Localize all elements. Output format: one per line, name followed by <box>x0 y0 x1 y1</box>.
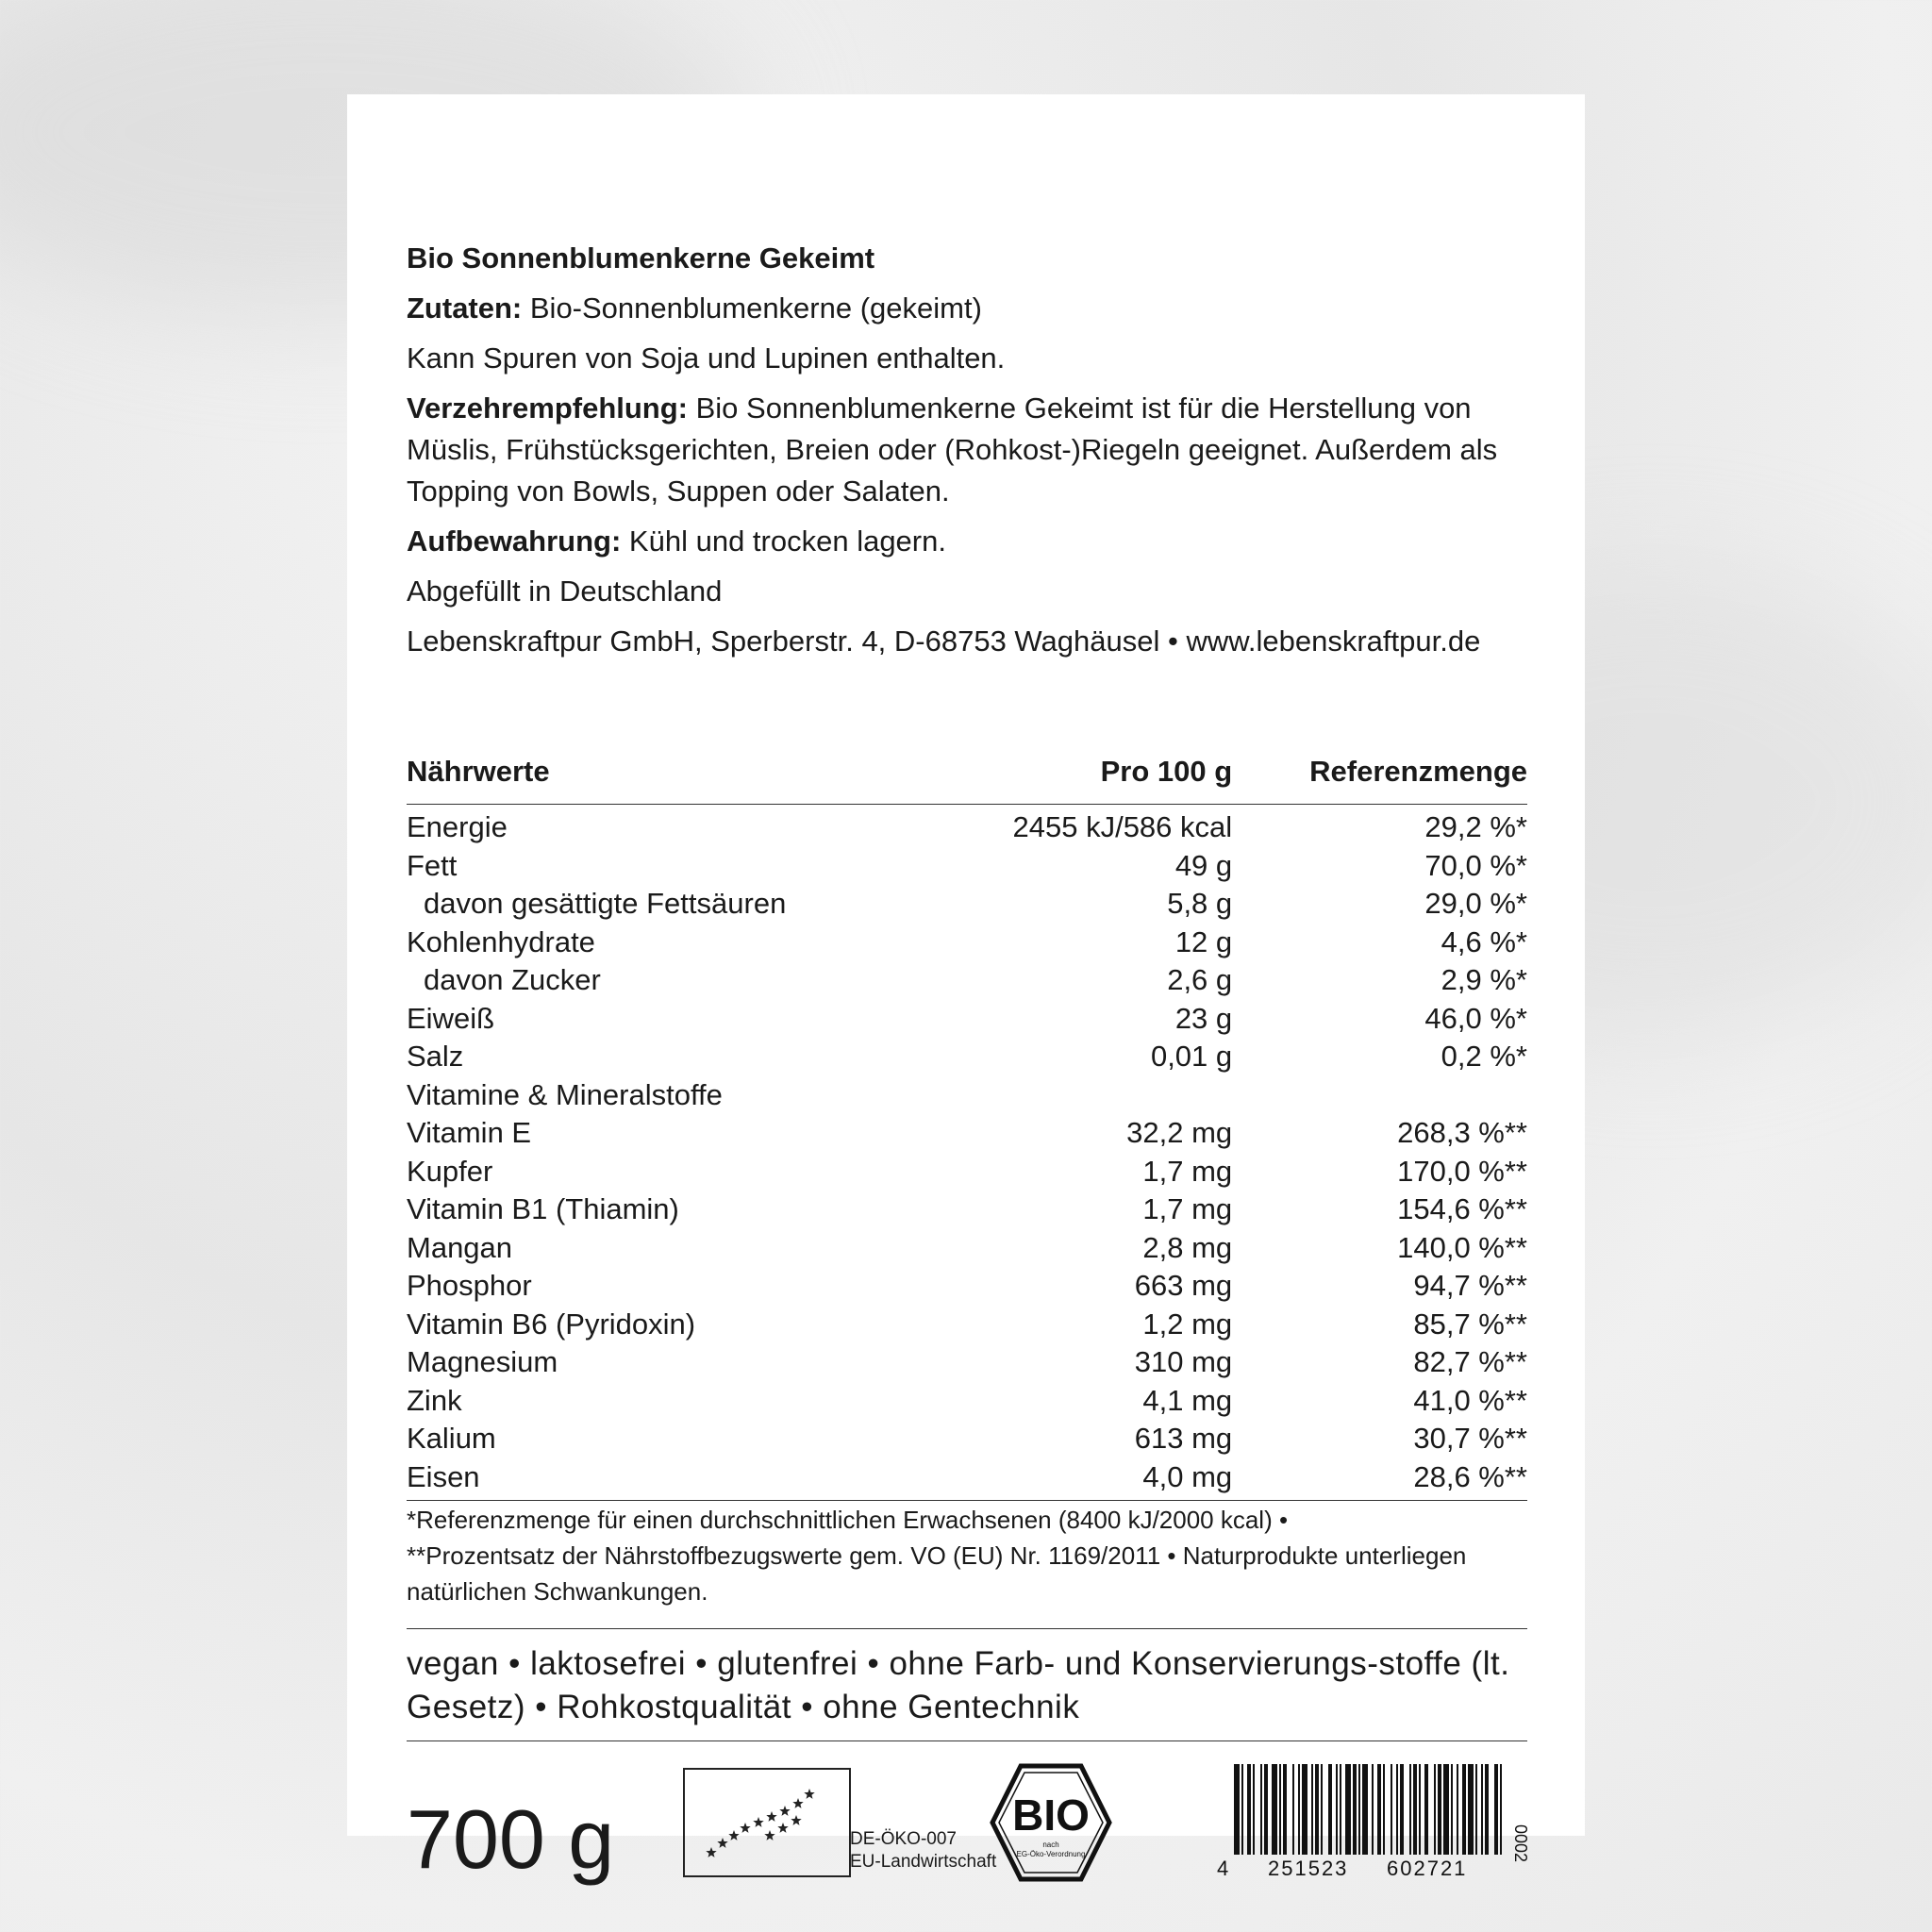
barcode-bar <box>1311 1764 1313 1855</box>
nutrition-value: 4,0 mg <box>921 1458 1232 1501</box>
barcode-bar <box>1396 1764 1398 1855</box>
nutrition-reference: 70,0 %* <box>1424 848 1527 882</box>
barcode-group1: 251523 <box>1268 1857 1349 1880</box>
nutrition-value: 5,8 g <box>1167 887 1233 921</box>
barcode-bar <box>1283 1764 1287 1855</box>
nutrition-value: 1,2 mg <box>1142 1307 1233 1341</box>
barcode-bar <box>1328 1764 1332 1855</box>
nutrition-value: 49 g <box>1174 848 1233 882</box>
bio-seal-small: nach <box>1042 1840 1059 1849</box>
nutrition-reference: 268,3 %** <box>1397 1116 1527 1150</box>
eu-star-icon <box>779 1806 790 1816</box>
nutrition-header-reference: Referenzmenge <box>1232 755 1527 805</box>
barcode-bar <box>1413 1764 1417 1855</box>
nutrition-name: Salz <box>407 1040 464 1074</box>
nutrition-reference: 30,7 %** <box>1413 1422 1527 1456</box>
eu-star-icon <box>753 1817 763 1827</box>
nutrition-row <box>407 961 1527 1000</box>
barcode-bar <box>1234 1764 1240 1855</box>
eu-star-icon <box>717 1838 727 1848</box>
barcode-bar <box>1468 1764 1474 1855</box>
barcode-bar <box>1438 1764 1441 1855</box>
barcode-bar <box>1443 1764 1449 1855</box>
storage-text: Kühl und trocken lagern. <box>621 525 946 558</box>
barcode-bar <box>1298 1764 1300 1855</box>
eu-star-icon <box>792 1798 803 1808</box>
nutrition-reference: 94,7 %** <box>1413 1269 1527 1303</box>
barcode-digit-first: 4 <box>1217 1857 1229 1880</box>
nutrition-footnotes <box>407 1502 1527 1609</box>
barcode-bar <box>1264 1764 1268 1855</box>
barcode-bar <box>1358 1764 1360 1855</box>
nutrition-value: 2,8 mg <box>1142 1230 1233 1264</box>
nutrition-name: Kohlenhydrate <box>407 924 595 958</box>
nutrition-row <box>407 847 1527 886</box>
net-weight: 700 g <box>407 1792 615 1886</box>
nutrition-name: Zink <box>407 1383 462 1417</box>
eu-organic-text <box>850 1828 996 1874</box>
barcode-bar <box>1353 1764 1357 1855</box>
barcode-bar <box>1457 1764 1458 1855</box>
recommendation-line <box>407 388 1527 512</box>
barcode-bar <box>1494 1764 1498 1855</box>
nutrition-header-row <box>407 755 1527 805</box>
nutrition-reference: 29,2 %* <box>1424 810 1527 844</box>
nutrition-name: Eisen <box>407 1458 921 1501</box>
bio-seal-text: BIO <box>1012 1790 1090 1840</box>
barcode-bar <box>1260 1764 1262 1855</box>
nutrition-value: 0,01 g <box>1150 1040 1233 1074</box>
eu-leaf-stars-icon <box>685 1770 849 1875</box>
barcode-bar <box>1302 1764 1307 1855</box>
nutrition-name: Vitamin B1 (Thiamin) <box>407 1192 679 1226</box>
eu-star-icon <box>804 1789 814 1799</box>
nutrition-name: Phosphor <box>407 1269 532 1303</box>
nutrition-row <box>407 1229 1527 1268</box>
barcode-bar <box>1424 1764 1428 1855</box>
nutrition-value: 2,6 g <box>1167 963 1233 997</box>
product-label <box>347 94 1585 1886</box>
nutrition-name: Vitamine & Mineralstoffe <box>407 1077 723 1111</box>
nutrition-row <box>407 1076 1527 1115</box>
nutrition-row <box>407 1038 1527 1076</box>
nutrition-value: 310 mg <box>1134 1345 1233 1379</box>
footnote-nrv: **Prozentsatz der Nährstoffbezugswerte gem. VO (EU) Nr. 1169/2011 • Naturprodukte unterliegen natürlichen Schwankungen. <box>407 1541 1467 1606</box>
nutrition-row <box>407 1458 1527 1501</box>
origin-text: Abgefüllt in Deutschland <box>407 575 723 608</box>
nutrition-reference: 140,0 %** <box>1397 1230 1527 1264</box>
nutrition-table <box>407 755 1527 1501</box>
eu-organic-logo <box>683 1768 851 1877</box>
nutrition-header-name: Nährwerte <box>407 755 921 805</box>
nutrition-reference: 82,7 %** <box>1413 1345 1527 1379</box>
barcode-bar <box>1500 1764 1502 1855</box>
ingredients-label: Zutaten: <box>407 291 523 325</box>
eu-star-icon <box>777 1823 788 1833</box>
footnote-reference: *Referenzmenge für einen durchschnittlichen Erwachsenen (8400 kJ/2000 kcal) • <box>407 1506 1289 1534</box>
nutrition-name: davon gesättigte Fettsäuren <box>424 887 787 921</box>
ingredients-text: Bio-Sonnenblumenkerne (gekeimt) <box>522 291 982 325</box>
nutrition-row <box>407 1343 1527 1382</box>
nutrition-row <box>407 1382 1527 1421</box>
bio-seal-icon <box>989 1762 1113 1883</box>
nutrition-value: 663 mg <box>1134 1269 1233 1303</box>
nutrition-name: davon Zucker <box>424 963 601 997</box>
barcode-bar <box>1451 1764 1453 1855</box>
nutrition-name: Kupfer <box>407 1154 493 1188</box>
nutrition-reference <box>1232 1076 1527 1115</box>
barcode-bar <box>1321 1764 1323 1855</box>
nutrition-reference: 170,0 %** <box>1397 1154 1527 1188</box>
nutrition-row <box>407 1153 1527 1191</box>
company-text: Lebenskraftpur GmbH, Sperberstr. 4, D-68753 Waghäusel • www.lebenskraftpur.de <box>407 625 1481 658</box>
barcode-bar <box>1253 1764 1255 1855</box>
barcode-icon <box>1213 1758 1532 1881</box>
barcode-bar <box>1336 1764 1338 1855</box>
eu-star-icon <box>764 1830 774 1840</box>
barcode-addon: 0002 <box>1511 1824 1530 1863</box>
eu-star-icon <box>740 1823 750 1833</box>
barcode-bar <box>1462 1764 1466 1855</box>
nutrition-value: 1,7 mg <box>1142 1154 1233 1188</box>
barcode-bar <box>1377 1764 1381 1855</box>
nutrition-row <box>407 1191 1527 1229</box>
nutrition-value: 12 g <box>1174 924 1233 958</box>
nutrition-reference: 0,2 %* <box>1441 1040 1527 1074</box>
eu-control-code: DE-ÖKO-007 <box>850 1829 957 1849</box>
storage-label: Aufbewahrung: <box>407 525 622 558</box>
nutrition-name: Vitamin E <box>407 1116 532 1150</box>
traces-text: Kann Spuren von Soja und Lupinen enthalten. <box>407 341 1006 375</box>
barcode-bar <box>1409 1764 1411 1855</box>
nutrition-reference: 154,6 %** <box>1397 1192 1527 1226</box>
eu-star-icon <box>791 1815 801 1825</box>
barcode-bar <box>1247 1764 1251 1855</box>
barcode-bar <box>1372 1764 1374 1855</box>
nutrition-row <box>407 805 1527 847</box>
barcode-bar <box>1485 1764 1489 1855</box>
nutrition-value <box>921 1076 1232 1115</box>
nutrition-header-per100: Pro 100 g <box>921 755 1232 805</box>
nutrition-value: 2455 kJ/586 kcal <box>1012 810 1233 844</box>
eu-star-icon <box>766 1811 776 1822</box>
eu-star-icon <box>706 1847 716 1857</box>
recommendation-text: Bio Sonnenblumenkerne Gekeimt ist für die Herstellung von Müslis, Frühstücksgerichten, Breien oder (Rohkost-)Riegeln geeignet. Außerdem als Topping von Bowls, Suppen oder Salaten. <box>407 391 1498 508</box>
ingredients-line <box>407 288 1527 329</box>
barcode-bar <box>1292 1764 1294 1855</box>
bio-seal-regulation: EG-Öko-Verordnung <box>1016 1850 1086 1858</box>
nutrition-value: 4,1 mg <box>1142 1383 1233 1417</box>
barcode-bar <box>1279 1764 1281 1855</box>
barcode-bar <box>1315 1764 1319 1855</box>
nutrition-name: Magnesium <box>407 1345 558 1379</box>
product-claims: vegan • laktosefrei • glutenfrei • ohne Farb- und Konservierungs-stoffe (lt. Gesetz) • Rohkostqualität • ohne Gentechnik <box>407 1628 1527 1741</box>
nutrition-row <box>407 1114 1527 1153</box>
product-info <box>407 238 1527 671</box>
barcode-bar <box>1241 1764 1243 1855</box>
nutrition-value: 1,7 mg <box>1142 1192 1233 1226</box>
barcode-bar <box>1400 1764 1404 1855</box>
barcode-bar <box>1419 1764 1421 1855</box>
nutrition-row <box>407 885 1527 924</box>
barcode-bar <box>1362 1764 1368 1855</box>
nutrition-reference: 41,0 %** <box>1413 1383 1527 1417</box>
nutrition-row <box>407 1306 1527 1344</box>
barcode-bar <box>1345 1764 1351 1855</box>
barcode-bar <box>1340 1764 1341 1855</box>
nutrition-value: 32,2 mg <box>1126 1116 1233 1150</box>
nutrition-name: Eiweiß <box>407 1001 495 1035</box>
nutrition-name: Mangan <box>407 1230 513 1264</box>
product-title: Bio Sonnenblumenkerne Gekeimt <box>407 242 875 275</box>
nutrition-row <box>407 1420 1527 1458</box>
barcode-bar <box>1391 1764 1392 1855</box>
barcode-bar <box>1481 1764 1483 1855</box>
eu-origin: EU-Landwirtschaft <box>850 1852 997 1872</box>
nutrition-reference: 29,0 %* <box>1424 887 1527 921</box>
storage-line <box>407 521 1527 562</box>
nutrition-name: Energie <box>407 810 508 844</box>
nutrition-reference: 4,6 %* <box>1441 924 1527 958</box>
nutrition-reference: 85,7 %** <box>1413 1307 1527 1341</box>
nutrition-row <box>407 1000 1527 1039</box>
nutrition-name: Kalium <box>407 1422 496 1456</box>
recommendation-label: Verzehrempfehlung: <box>407 391 688 425</box>
nutrition-reference: 46,0 %* <box>1424 1001 1527 1035</box>
eu-star-icon <box>728 1830 739 1840</box>
nutrition-value: 23 g <box>1174 1001 1233 1035</box>
barcode-group2: 602721 <box>1387 1857 1468 1880</box>
nutrition-reference: 2,9 %* <box>1441 963 1527 997</box>
nutrition-row <box>407 1267 1527 1306</box>
nutrition-table-body <box>407 805 1527 1501</box>
nutrition-row <box>407 924 1527 962</box>
nutrition-reference: 28,6 %** <box>1232 1458 1527 1501</box>
nutrition-name: Fett <box>407 848 458 882</box>
barcode-bar <box>1434 1764 1436 1855</box>
nutrition-value: 613 mg <box>1134 1422 1233 1456</box>
nutrition-table-section <box>407 755 1527 1501</box>
barcode-bar <box>1475 1764 1477 1855</box>
barcode-bar <box>1272 1764 1277 1855</box>
barcode-bar <box>1383 1764 1385 1855</box>
nutrition-name: Vitamin B6 (Pyridoxin) <box>407 1307 696 1341</box>
